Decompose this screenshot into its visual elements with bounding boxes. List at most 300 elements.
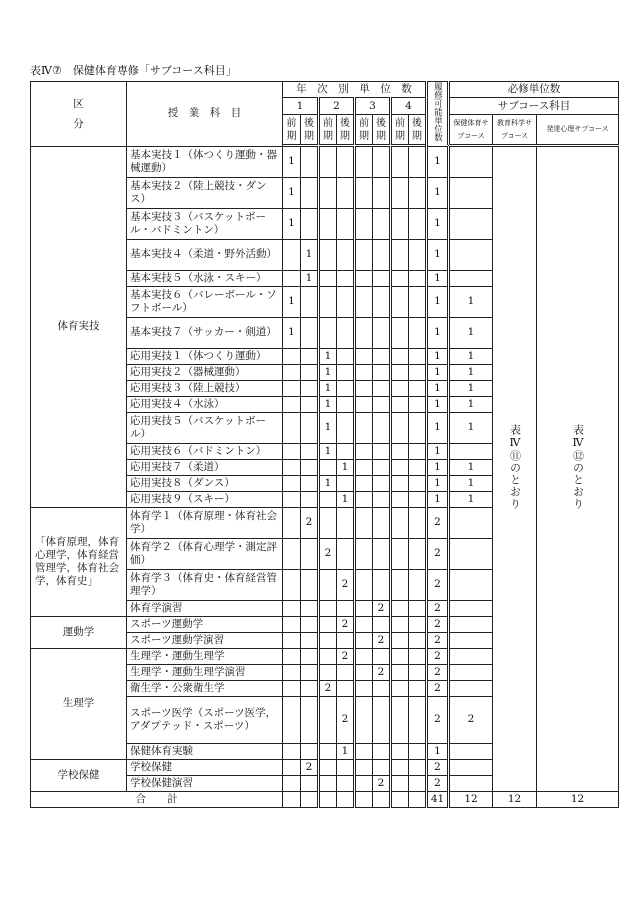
term-unit-cell — [319, 775, 337, 791]
required-health-pe-cell: 1 — [449, 286, 493, 317]
total-education-science: 12 — [493, 791, 537, 807]
term-unit-cell — [391, 648, 409, 664]
required-health-pe-cell: 1 — [449, 475, 493, 491]
required-health-pe-cell: 1 — [449, 317, 493, 348]
term-unit-cell — [319, 459, 337, 475]
term-unit-cell — [355, 775, 373, 791]
term-unit-cell — [409, 538, 427, 569]
subject-cell: スポーツ運動学 — [127, 616, 283, 632]
subject-cell: 体育学１（体育原理・体育社会学） — [127, 507, 283, 538]
term-unit-cell — [409, 412, 427, 443]
term-unit-cell — [337, 380, 355, 396]
term-unit-cell — [283, 696, 301, 743]
term-unit-cell — [409, 348, 427, 364]
term-unit-cell — [337, 177, 355, 208]
term-unit-cell — [283, 270, 301, 286]
term-second-header: 後期 — [337, 114, 355, 145]
term-unit-cell — [319, 632, 337, 648]
term-unit-cell — [283, 600, 301, 616]
term-unit-cell: 2 — [337, 616, 355, 632]
term-unit-cell — [337, 507, 355, 538]
table-caption: 表Ⅳ⑦ 保健体育専修「サブコース科目」 — [30, 64, 237, 77]
term-unit-cell — [391, 616, 409, 632]
subject-cell: 衛生学・公衆衛生学 — [127, 680, 283, 696]
term-unit-cell — [355, 507, 373, 538]
term-unit-cell — [337, 239, 355, 270]
available-units-cell: 2 — [427, 759, 449, 775]
total-label: 合 計 — [31, 791, 283, 807]
subject-cell: 生理学・運動生理学演習 — [127, 664, 283, 680]
term-unit-cell — [391, 475, 409, 491]
term-unit-cell — [373, 412, 391, 443]
total-developmental-psych: 12 — [537, 791, 619, 807]
term-unit-cell — [409, 317, 427, 348]
year-1-header: 1 — [283, 98, 319, 114]
term-unit-cell — [337, 146, 355, 177]
term-unit-cell — [391, 286, 409, 317]
term-unit-cell — [301, 364, 319, 380]
term-unit-cell — [337, 412, 355, 443]
subject-cell: 基本実技４（柔道・野外活動） — [127, 239, 283, 270]
term-unit-cell: 1 — [301, 239, 319, 270]
term-second-header: 後期 — [409, 114, 427, 145]
term-unit-cell — [301, 616, 319, 632]
term-unit-cell — [355, 412, 373, 443]
term-unit-cell — [355, 648, 373, 664]
course-header: 授 業 科 目 — [127, 82, 283, 147]
term-unit-cell — [319, 616, 337, 632]
term-unit-cell — [301, 286, 319, 317]
term-unit-cell — [355, 443, 373, 459]
term-unit-cell — [301, 348, 319, 364]
term-unit-cell — [373, 696, 391, 743]
term-unit-cell — [301, 317, 319, 348]
available-units-cell: 2 — [427, 775, 449, 791]
subject-cell: 学校保健 — [127, 759, 283, 775]
required-health-pe-cell: 1 — [449, 459, 493, 475]
term-unit-cell — [319, 507, 337, 538]
total-term-cell — [391, 791, 409, 807]
term-unit-cell — [373, 616, 391, 632]
subject-cell: 生理学・運動生理学 — [127, 648, 283, 664]
term-unit-cell — [409, 680, 427, 696]
term-unit-cell: 1 — [319, 380, 337, 396]
term-unit-cell — [409, 146, 427, 177]
term-unit-cell — [409, 270, 427, 286]
term-unit-cell — [301, 664, 319, 680]
available-units-cell: 1 — [427, 396, 449, 412]
subject-cell: 応用実技９（スキー） — [127, 491, 283, 507]
term-unit-cell — [283, 239, 301, 270]
required-health-pe-cell — [449, 616, 493, 632]
term-unit-cell — [391, 317, 409, 348]
required-health-pe-cell: 1 — [449, 491, 493, 507]
term-unit-cell — [355, 348, 373, 364]
term-second-header: 後期 — [301, 114, 319, 145]
available-units-cell: 1 — [427, 491, 449, 507]
required-health-pe-cell — [449, 759, 493, 775]
term-unit-cell — [301, 177, 319, 208]
term-unit-cell — [337, 443, 355, 459]
term-unit-cell — [301, 648, 319, 664]
term-unit-cell — [355, 396, 373, 412]
term-unit-cell — [301, 459, 319, 475]
term-unit-cell — [301, 632, 319, 648]
available-units-cell: 1 — [427, 348, 449, 364]
term-unit-cell — [373, 569, 391, 600]
term-unit-cell — [301, 208, 319, 239]
term-unit-cell — [391, 680, 409, 696]
term-unit-cell: 2 — [319, 538, 337, 569]
term-unit-cell: 1 — [319, 443, 337, 459]
term-unit-cell — [355, 317, 373, 348]
term-unit-cell — [409, 286, 427, 317]
required-health-pe-cell: 1 — [449, 412, 493, 443]
term-unit-cell — [283, 664, 301, 680]
term-unit-cell: 1 — [319, 412, 337, 443]
term-unit-cell — [301, 569, 319, 600]
term-unit-cell — [319, 600, 337, 616]
term-unit-cell — [355, 569, 373, 600]
term-unit-cell — [283, 507, 301, 538]
term-unit-cell — [319, 759, 337, 775]
term-unit-cell — [301, 475, 319, 491]
subject-cell: 応用実技４（水泳） — [127, 396, 283, 412]
term-first-header: 前期 — [355, 114, 373, 145]
term-unit-cell — [319, 569, 337, 600]
term-unit-cell — [301, 443, 319, 459]
term-unit-cell — [355, 459, 373, 475]
required-health-pe-cell: 2 — [449, 696, 493, 743]
total-term-cell — [409, 791, 427, 807]
year-3-header: 3 — [355, 98, 391, 114]
term-unit-cell — [409, 507, 427, 538]
term-unit-cell: 2 — [373, 600, 391, 616]
available-units-cell: 2 — [427, 616, 449, 632]
division-cell: 体育実技 — [31, 146, 127, 507]
term-unit-cell: 2 — [337, 569, 355, 600]
term-unit-cell — [283, 632, 301, 648]
term-unit-cell — [391, 538, 409, 569]
term-unit-cell — [355, 146, 373, 177]
total-term-cell — [283, 791, 301, 807]
term-unit-cell: 1 — [319, 475, 337, 491]
term-unit-cell — [337, 759, 355, 775]
term-unit-cell — [283, 569, 301, 600]
term-unit-cell — [355, 475, 373, 491]
term-unit-cell — [409, 648, 427, 664]
available-units-cell: 1 — [427, 459, 449, 475]
term-unit-cell — [337, 286, 355, 317]
term-unit-cell — [373, 538, 391, 569]
term-unit-cell — [373, 396, 391, 412]
term-unit-cell — [319, 146, 337, 177]
subject-cell: 応用実技６（バドミントン） — [127, 443, 283, 459]
term-first-header: 前期 — [319, 114, 337, 145]
term-unit-cell — [373, 270, 391, 286]
division-cell: 生理学 — [31, 648, 127, 759]
term-unit-cell — [391, 759, 409, 775]
term-unit-cell — [283, 759, 301, 775]
term-unit-cell — [409, 459, 427, 475]
available-units-cell: 1 — [427, 475, 449, 491]
term-unit-cell — [283, 491, 301, 507]
available-units-cell: 2 — [427, 696, 449, 743]
table-body — [31, 146, 619, 807]
term-unit-cell — [391, 632, 409, 648]
health-pe-subcourse-header: 保健体育サブコース — [449, 114, 493, 145]
term-unit-cell — [355, 538, 373, 569]
available-units-cell: 1 — [427, 146, 449, 177]
required-health-pe-cell — [449, 177, 493, 208]
term-unit-cell — [391, 507, 409, 538]
term-unit-cell — [373, 759, 391, 775]
required-health-pe-cell — [449, 632, 493, 648]
required-health-pe-cell — [449, 208, 493, 239]
term-unit-cell — [391, 364, 409, 380]
term-unit-cell — [409, 743, 427, 759]
term-unit-cell: 2 — [337, 696, 355, 743]
term-unit-cell — [373, 364, 391, 380]
available-units-cell: 1 — [427, 743, 449, 759]
term-second-header: 後期 — [373, 114, 391, 145]
required-health-pe-cell: 1 — [449, 364, 493, 380]
term-unit-cell — [355, 239, 373, 270]
total-available-units: 41 — [427, 791, 449, 807]
term-unit-cell — [319, 696, 337, 743]
term-unit-cell — [373, 648, 391, 664]
term-unit-cell — [301, 538, 319, 569]
term-unit-cell — [319, 177, 337, 208]
available-units-cell: 1 — [427, 412, 449, 443]
total-row — [31, 791, 619, 807]
available-units-cell: 2 — [427, 538, 449, 569]
term-unit-cell — [391, 443, 409, 459]
term-unit-cell — [391, 743, 409, 759]
term-unit-cell — [373, 317, 391, 348]
term-unit-cell — [301, 146, 319, 177]
term-unit-cell — [373, 459, 391, 475]
available-units-cell: 1 — [427, 270, 449, 286]
available-units-cell: 1 — [427, 239, 449, 270]
term-unit-cell: 1 — [319, 396, 337, 412]
available-units-cell: 1 — [427, 317, 449, 348]
term-unit-cell: 1 — [337, 491, 355, 507]
required-health-pe-cell: 1 — [449, 396, 493, 412]
subject-cell: 体育学演習 — [127, 600, 283, 616]
available-units-cell: 2 — [427, 664, 449, 680]
term-unit-cell — [337, 475, 355, 491]
term-unit-cell: 1 — [283, 317, 301, 348]
term-unit-cell — [355, 380, 373, 396]
total-term-cell — [373, 791, 391, 807]
table-row — [31, 146, 619, 177]
term-unit-cell: 1 — [337, 459, 355, 475]
term-unit-cell — [337, 348, 355, 364]
term-unit-cell — [373, 286, 391, 317]
term-unit-cell — [391, 177, 409, 208]
term-unit-cell: 1 — [337, 743, 355, 759]
total-term-cell — [301, 791, 319, 807]
term-unit-cell — [283, 396, 301, 412]
available-units-cell: 1 — [427, 364, 449, 380]
required-health-pe-cell — [449, 648, 493, 664]
required-health-pe-cell — [449, 664, 493, 680]
term-unit-cell — [391, 239, 409, 270]
year-units-header: 年 次 別 単 位 数 — [283, 82, 427, 98]
subject-cell: 基本実技５（水泳・スキー） — [127, 270, 283, 286]
term-unit-cell — [391, 664, 409, 680]
term-unit-cell — [409, 396, 427, 412]
term-unit-cell — [283, 743, 301, 759]
term-unit-cell — [355, 270, 373, 286]
term-unit-cell: 2 — [337, 648, 355, 664]
education-science-note: 表Ⅳ⑪のとおり — [493, 146, 537, 791]
term-unit-cell — [373, 443, 391, 459]
term-unit-cell — [283, 380, 301, 396]
term-unit-cell — [337, 317, 355, 348]
total-health-pe: 12 — [449, 791, 493, 807]
term-unit-cell — [355, 491, 373, 507]
term-unit-cell — [319, 208, 337, 239]
term-unit-cell — [301, 396, 319, 412]
term-first-header: 前期 — [283, 114, 301, 145]
term-unit-cell — [409, 491, 427, 507]
term-unit-cell: 1 — [283, 286, 301, 317]
total-term-cell — [319, 791, 337, 807]
available-units-cell: 2 — [427, 680, 449, 696]
required-health-pe-cell — [449, 239, 493, 270]
required-health-pe-cell — [449, 507, 493, 538]
subject-cell: スポーツ医学（スポーツ医学，アダプテッド・スポーツ） — [127, 696, 283, 743]
term-unit-cell — [337, 396, 355, 412]
education-science-subcourse-header: 教育科学サブコース — [493, 114, 537, 145]
term-unit-cell — [283, 680, 301, 696]
term-unit-cell — [391, 600, 409, 616]
subject-cell: 基本実技７（サッカー・剣道） — [127, 317, 283, 348]
subject-cell: 基本実技１（体つくり運動・器械運動） — [127, 146, 283, 177]
available-units-cell: 1 — [427, 208, 449, 239]
term-unit-cell — [337, 600, 355, 616]
subject-cell: 保健体育実験 — [127, 743, 283, 759]
required-health-pe-cell — [449, 146, 493, 177]
term-unit-cell — [373, 239, 391, 270]
total-term-cell — [355, 791, 373, 807]
term-unit-cell — [283, 616, 301, 632]
required-health-pe-cell — [449, 680, 493, 696]
term-unit-cell — [355, 364, 373, 380]
term-unit-cell — [283, 412, 301, 443]
subject-cell: 基本実技６（バレーボール・ソフトボール） — [127, 286, 283, 317]
term-unit-cell — [355, 696, 373, 743]
term-unit-cell: 1 — [283, 146, 301, 177]
term-unit-cell — [355, 286, 373, 317]
term-unit-cell — [319, 317, 337, 348]
term-unit-cell — [391, 270, 409, 286]
term-unit-cell — [301, 743, 319, 759]
term-unit-cell — [373, 380, 391, 396]
required-health-pe-cell — [449, 775, 493, 791]
term-unit-cell — [355, 600, 373, 616]
available-units-cell: 2 — [427, 632, 449, 648]
term-unit-cell — [301, 380, 319, 396]
available-units-cell: 2 — [427, 569, 449, 600]
term-unit-cell — [409, 380, 427, 396]
term-unit-cell — [409, 569, 427, 600]
term-unit-cell — [391, 146, 409, 177]
developmental-psych-subcourse-header: 発達心理サブコース — [537, 114, 619, 145]
term-unit-cell — [409, 696, 427, 743]
term-unit-cell — [409, 364, 427, 380]
term-unit-cell — [355, 664, 373, 680]
term-unit-cell — [301, 680, 319, 696]
available-units-header: 履修可能単位数 — [427, 82, 449, 147]
available-units-cell: 1 — [427, 443, 449, 459]
term-unit-cell — [373, 475, 391, 491]
division-cell: 運動学 — [31, 616, 127, 648]
term-unit-cell — [337, 364, 355, 380]
subject-cell: 基本実技２（陸上競技・ダンス） — [127, 177, 283, 208]
term-unit-cell — [391, 775, 409, 791]
term-unit-cell — [391, 208, 409, 239]
term-unit-cell — [409, 632, 427, 648]
required-health-pe-cell — [449, 743, 493, 759]
subject-cell: 応用実技１（体つくり運動） — [127, 348, 283, 364]
term-unit-cell — [355, 680, 373, 696]
term-unit-cell: 2 — [319, 680, 337, 696]
required-health-pe-cell — [449, 538, 493, 569]
term-unit-cell — [319, 286, 337, 317]
term-unit-cell — [373, 146, 391, 177]
term-unit-cell — [337, 775, 355, 791]
term-unit-cell — [409, 443, 427, 459]
term-unit-cell — [355, 743, 373, 759]
term-unit-cell — [283, 775, 301, 791]
subject-cell: 基本実技３（バスケットボール・バドミントン） — [127, 208, 283, 239]
term-unit-cell — [355, 632, 373, 648]
term-unit-cell — [301, 412, 319, 443]
term-unit-cell — [391, 380, 409, 396]
required-health-pe-cell — [449, 270, 493, 286]
term-unit-cell: 2 — [373, 664, 391, 680]
term-unit-cell: 1 — [319, 348, 337, 364]
term-unit-cell: 1 — [301, 270, 319, 286]
term-unit-cell — [337, 538, 355, 569]
term-unit-cell — [301, 775, 319, 791]
term-unit-cell — [409, 664, 427, 680]
required-health-pe-cell — [449, 569, 493, 600]
term-unit-cell — [373, 348, 391, 364]
term-unit-cell — [391, 348, 409, 364]
term-unit-cell — [409, 177, 427, 208]
available-units-cell: 2 — [427, 648, 449, 664]
term-unit-cell — [409, 600, 427, 616]
subject-cell: 体育学３（体育史・体育経営管理学） — [127, 569, 283, 600]
term-unit-cell — [373, 507, 391, 538]
available-units-cell: 1 — [427, 286, 449, 317]
required-units-header: 必修単位数 — [449, 82, 619, 98]
subcourse-table — [30, 81, 619, 808]
term-unit-cell: 2 — [373, 632, 391, 648]
term-unit-cell — [409, 775, 427, 791]
term-unit-cell — [391, 459, 409, 475]
subject-cell: 応用実技５（バスケットボール） — [127, 412, 283, 443]
subject-cell: スポーツ運動学演習 — [127, 632, 283, 648]
term-unit-cell — [319, 664, 337, 680]
term-unit-cell — [283, 459, 301, 475]
term-unit-cell — [319, 239, 337, 270]
term-unit-cell — [283, 538, 301, 569]
